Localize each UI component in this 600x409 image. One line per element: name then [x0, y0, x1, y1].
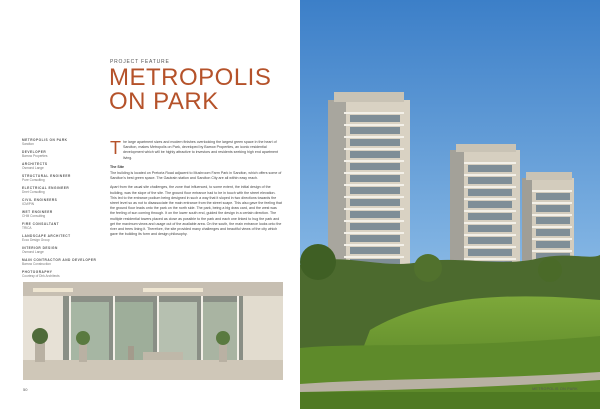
credit-item: WET ENGINEER CHM Consulting [22, 210, 53, 218]
drop-cap: T [110, 138, 121, 158]
site-paragraph-1: The building is located on Pretoria Road adjacent to Mushroom Farm Park in Sandton, which offers some of Sandton's best green space. The Gautrain station and Sandton City are all within easy reach. [110, 171, 282, 181]
credit-item: PHOTOGRAPHY Courtesy of Dirk Architects [22, 270, 60, 278]
credit-item: ARCHITECTS Osmond Lange [22, 162, 48, 170]
intro-paragraph: The large apartment sizes and modern finishes overlooking the largest green space in the heart of Sandton, makes Metropolis on Park, developed by Barrow Properties, an iconic residential development which will be highly attractive to investors and residents seeking high end apartment living. [110, 138, 279, 160]
page-number: 50 [23, 387, 28, 392]
title-line-2: ON PARK [109, 88, 219, 115]
credit-item: MAIN CONTRACTOR AND DEVELOPER Barrow Construction [22, 258, 97, 266]
site-heading: The Site [110, 164, 124, 169]
credit-item: DEVELOPER Barrow Properties [22, 150, 48, 158]
right-page [300, 0, 600, 409]
credit-item: INTERIOR DESIGN Osmond Lange [22, 246, 58, 254]
project-credits [22, 138, 102, 282]
project-feature-kicker: PROJECT FEATURE [110, 59, 170, 65]
page-title [109, 66, 271, 114]
interior-lobby-photo [23, 282, 283, 380]
credit-item: METROPOLIS ON PARK Sandton [22, 138, 68, 146]
credit-item: STRUCTURAL ENGINEER Pure Consulting [22, 174, 71, 182]
credit-item: LANDSCAPE ARCHITECT Ecco Design Group [22, 234, 71, 242]
credit-item: ELECTRICAL ENGINEER Dnet Consulting [22, 186, 70, 194]
running-footer: METROPOLIS ON PARK [532, 387, 578, 391]
site-paragraph-2: Apart from the usual site challenges, the zone that influenced, to some extent, the initial design of the building, was the slope of the site. The ground floor entrance had to be in touch with the street elevation. This led to the entrance podium being designed in such a way that it sloped in two directions towards the street level so as not to disassociate the main entrance from the street scape. This also gave the feeling that the ground floor leads onto the park on the north side. The park, being a big draw card, and the west was the feeling of sun coming through. It on the lower south end, guided the design in a certain direction. The multiple residential towers placed as close as possible to the park and each one linked to hug the park and get the maximum views and usage out of the available area. On the south, the main entrance looks onto the river and trees lining it. Therefore, the site provided many challenges and beautiful views of the city which gave the building its form and design philosophy. [110, 185, 282, 237]
title-line-1: METROPOLIS [109, 64, 272, 91]
credit-item: FIRE CONSULTANT TRICA [22, 222, 60, 230]
article-body [110, 140, 282, 241]
building-photo [300, 0, 600, 409]
credit-item: CIVIL ENGINEERS ICM/PIN [22, 198, 58, 206]
